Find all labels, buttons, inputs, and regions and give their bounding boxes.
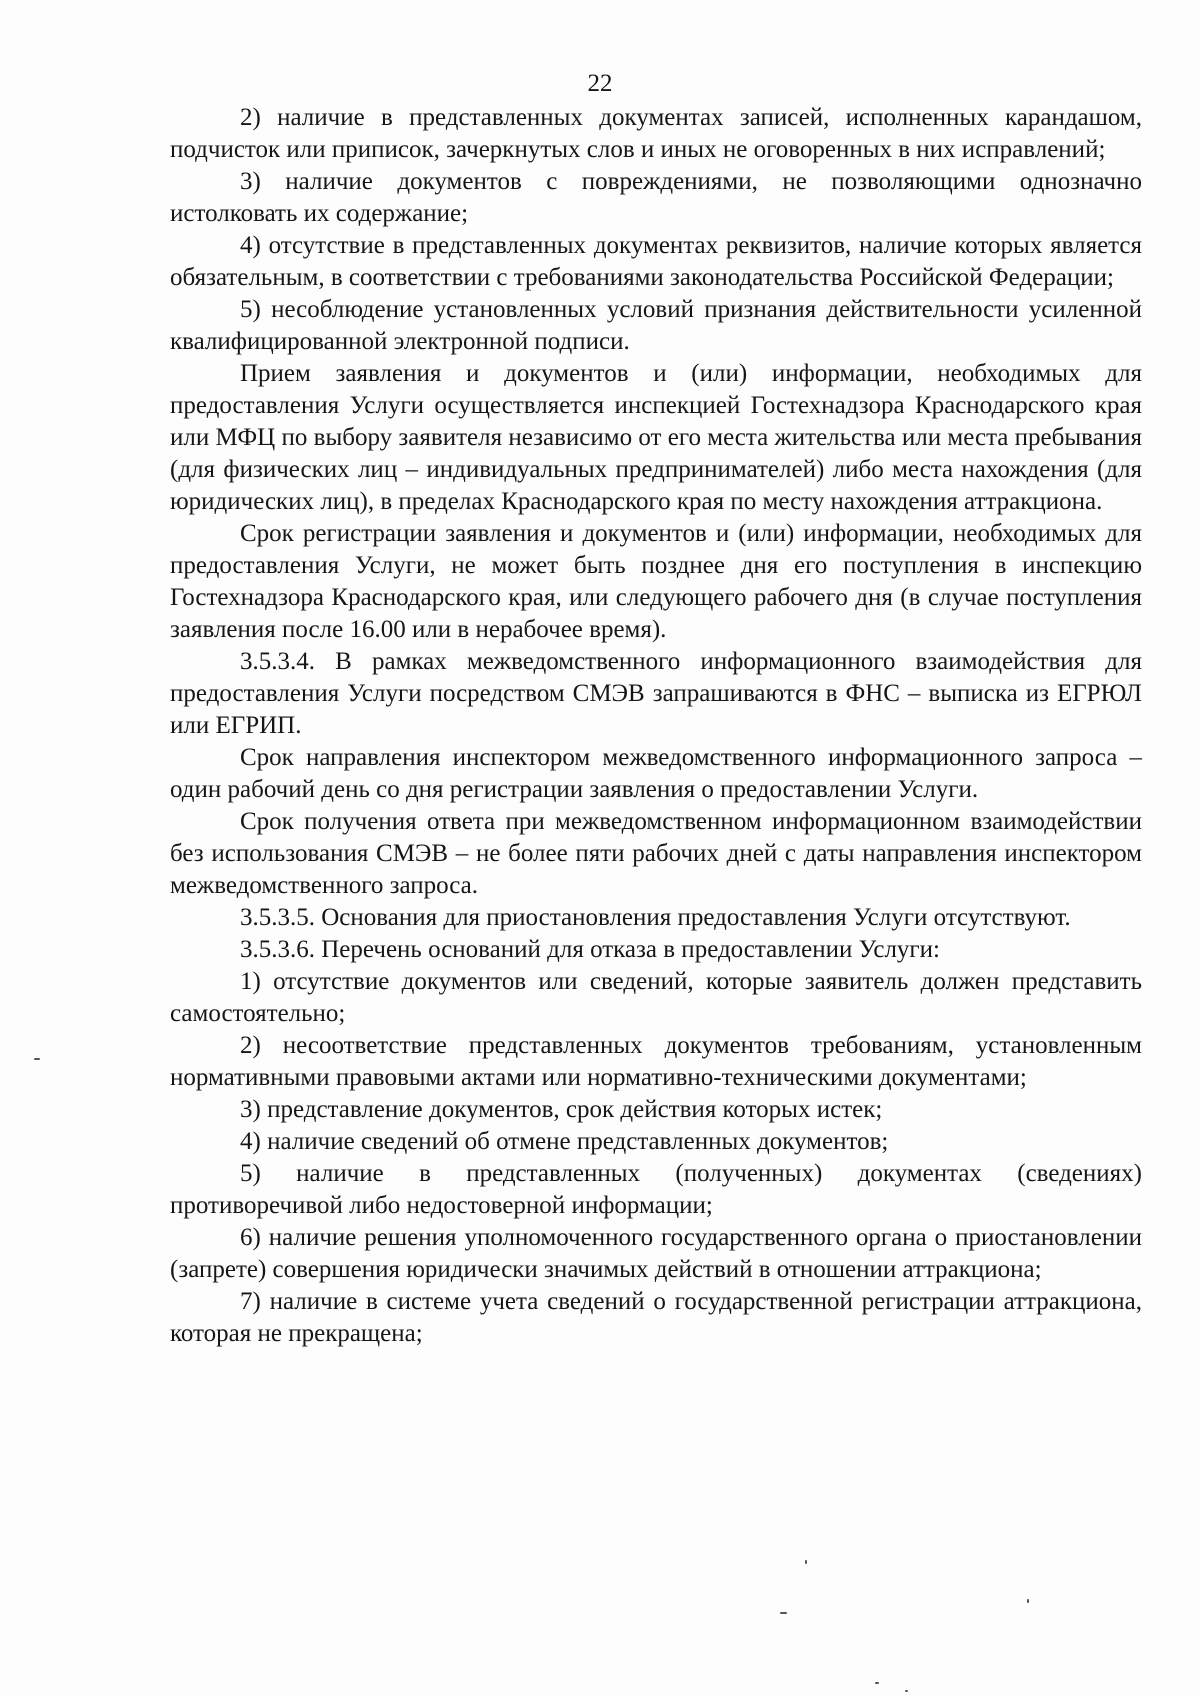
list-item-4-missing-requisites: 4) отсутствие в представленных документах реквизитов, наличие которых является обязательным, в соответствии с требованиями законодательства Российской Федерации;: [170, 232, 1142, 291]
clause-3-5-3-4: 3.5.3.4. В рамках межведомственного информационного взаимодействия для предоставления Услуги посредством СМЭВ запрашиваются в ФНС – выписка из ЕГРЮЛ или ЕГРИП.: [170, 648, 1142, 739]
refusal-item-5: 5) наличие в представленных (полученных) документах (сведениях) противоречивой либо недостоверной информации;: [170, 1160, 1142, 1219]
refusal-item-3: 3) представление документов, срок действия которых истек;: [240, 1096, 883, 1123]
list-item-2-pencil-corrections: 2) наличие в представленных документах записей, исполненных карандашом, подчисток или приписок, зачеркнутых слов и иных не оговоренных в них исправлений;: [170, 104, 1142, 163]
paragraph-response-deadline: Срок получения ответа при межведомственном информационном взаимодействии без использования СМЭВ – не более пяти рабочих дней с даты направления инспектором межведомственного запроса.: [170, 808, 1142, 899]
list-item-3-damaged-documents: 3) наличие документов с повреждениями, не позволяющими однозначно истолковать их содержание;: [170, 168, 1142, 227]
clause-3-5-3-5: 3.5.3.5. Основания для приостановления предоставления Услуги отсутствуют.: [240, 904, 1071, 931]
paragraph-application-reception: Прием заявления и документов и (или) информации, необходимых для предоставления Услуги осуществляется инспекцией Гостехнадзора Краснодарского края или МФЦ по выбору заявителя независимо от его места жительства или места пребывания (для физических лиц – индивидуальных предпринимателей) либо места нахождения (для юридических лиц), в пределах Краснодарского края по месту нахождения аттракциона.: [170, 360, 1142, 515]
refusal-item-4: 4) наличие сведений об отмене представленных документов;: [240, 1128, 889, 1155]
scan-speck: [34, 1058, 40, 1060]
scan-speck: [905, 1690, 908, 1692]
refusal-item-2: 2) несоответствие представленных документов требованиям, установленным нормативными правовыми актами или нормативно-техническими документами;: [170, 1032, 1142, 1091]
scan-speck: [780, 1612, 787, 1614]
scan-speck: [875, 1682, 879, 1684]
refusal-item-1: 1) отсутствие документов или сведений, которые заявитель должен представить самостоятельно;: [170, 968, 1142, 1027]
page-number: 22: [587, 70, 613, 97]
scan-speck: [1027, 1599, 1029, 1603]
paragraph-registration-deadline: Срок регистрации заявления и документов и (или) информации, необходимых для предоставления Услуги, не может быть позднее дня его поступления в инспекцию Гостехнадзора Краснодарского края, или следующего рабочего дня (в случае поступления заявления после 16.00 или в нерабочее время).: [170, 520, 1142, 643]
scan-speck: [805, 1560, 807, 1564]
paragraph-request-deadline: Срок направления инспектором межведомственного информационного запроса – один рабочий день со дня регистрации заявления о предоставлении Услуги.: [170, 744, 1142, 803]
refusal-item-7: 7) наличие в системе учета сведений о государственной регистрации аттракциона, которая не прекращена;: [170, 1288, 1142, 1347]
clause-3-5-3-6: 3.5.3.6. Перечень оснований для отказа в предоставлении Услуги:: [240, 936, 940, 963]
document-body: [170, 102, 1142, 1350]
refusal-item-6: 6) наличие решения уполномоченного государственного органа о приостановлении (запрете) совершения юридически значимых действий в отношении аттракциона;: [170, 1224, 1142, 1283]
list-item-5-signature-invalid: 5) несоблюдение установленных условий признания действительности усиленной квалифицированной электронной подписи.: [170, 296, 1142, 355]
